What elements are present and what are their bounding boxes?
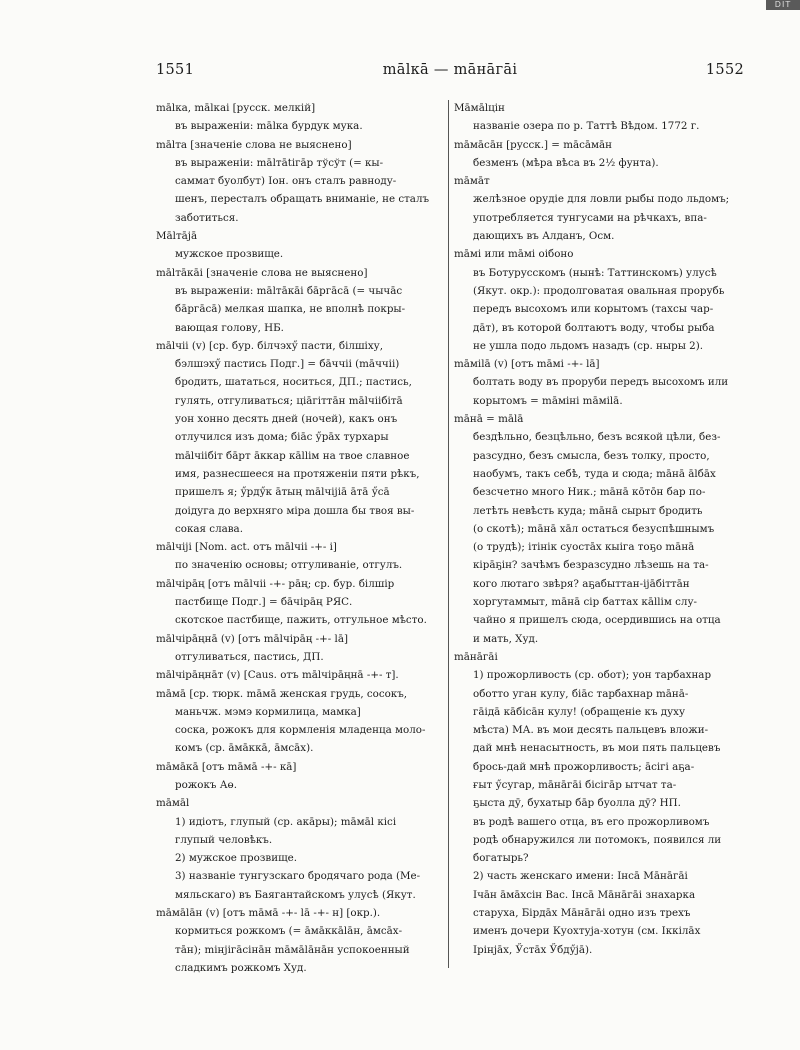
- entry-text-line: соска, рожокъ для кормленія младенца моло-: [175, 724, 426, 737]
- entry-headword: mālчii (v) [ср. бур. бiлчэхӳ пасти, бiлшiху,: [156, 339, 383, 352]
- entry-headword: mālчiјi [Nom. act. отъ mālчii -+- i]: [156, 541, 337, 554]
- entry-text-line: Iрiнјāх, Ӳстāх Ӳбдӳјā).: [473, 943, 593, 956]
- entry-headword: Māмālцiн: [454, 102, 505, 114]
- entry-text-line: бродить, шататься, носиться, ДП.; пастись,: [175, 376, 412, 389]
- entry-headword: mālта [значеніе слова не выяснено]: [156, 138, 352, 151]
- dictionary-entry: [454, 245, 754, 355]
- entry-text-line: передъ высохомъ или корытомъ (тахсы чар-: [473, 303, 714, 316]
- entry-headword: māмālāн (v) [отъ māмā -+- lā -+- н] [окр.).: [156, 907, 381, 920]
- entry-text-line: рожокъ Аө.: [175, 778, 237, 791]
- entry-text-line: шенъ, пересталъ обращать вниманіе, не сталъ: [175, 193, 430, 206]
- entry-headword: māмāl: [156, 797, 190, 810]
- entry-text-line: пришелъ я; ӳрдӳк āтың mālчiјiā āтā ӳсā: [175, 486, 390, 499]
- entry-text-line: богатырь?: [473, 852, 529, 865]
- entry-headword: māнāгāi: [454, 650, 498, 663]
- right-column: [454, 99, 754, 959]
- running-head: [156, 62, 744, 82]
- entry-text-line: хоргутаммыт, māнā сiр баттах кāllім слу-: [473, 596, 697, 609]
- entry-text-line: названіе озера по р. Таттѣ Вѣдом. 1772 г.: [473, 120, 700, 133]
- entry-headword: Mālтājā: [156, 230, 198, 243]
- entry-headword: māмilā (v) [отъ māмi -+- lā]: [454, 358, 600, 371]
- entry-text-line: 2) мужское прозвище.: [175, 852, 298, 865]
- corner-scan-mark: DIT: [766, 0, 800, 10]
- entry-text-line: mālчiiбiт бāрт āккар кāllім на твое славное: [175, 449, 410, 462]
- entry-text-line: въ выраженіи: mālка бурдук мука.: [175, 120, 363, 133]
- entry-headword: mālчiрāңнāт (v) [Caus. отъ mālчiрāңнā -+- т].: [156, 669, 399, 682]
- entry-text-line: болтать воду въ проруби передъ высохомъ или: [473, 376, 729, 389]
- dictionary-entry: [156, 538, 438, 575]
- entry-text-line: въ родѣ вашего отца, въ его прожорливомъ: [473, 815, 710, 828]
- entry-text-line: (о скотѣ); māнā хāл остаться безуспѣшнымъ: [473, 522, 715, 535]
- entry-text-line: употребляется тунгусами на рѣчкахъ, впа-: [473, 211, 707, 224]
- dictionary-entry: [156, 630, 438, 667]
- dictionary-entry: [454, 410, 754, 648]
- entry-text-line: гāідā кāбiсāн кулу! (обращеніе къ духу: [473, 705, 686, 718]
- dictionary-entry: [156, 99, 438, 136]
- entry-text-line: Iчāн āмāхсiн Вас. Iнсā Māнāгāi знахарка: [473, 888, 696, 901]
- entry-text-line: въ Ботурусскомъ (нынѣ: Таттинскомъ) улусѣ: [473, 266, 717, 279]
- entry-text-line: кормиться рожкомъ (= āмāккālāн, āмсāх-: [175, 925, 403, 938]
- entry-text-line: отгуливаться, пастись, ДП.: [175, 650, 324, 663]
- dictionary-entry: [454, 648, 754, 959]
- entry-text-line: отлучился изъ дома; бiāс ӳрāх турхары: [175, 431, 389, 444]
- entry-text-line: пастбище Подг.] = бāчiрāң РЯС.: [175, 596, 353, 609]
- dictionary-entry: [156, 337, 438, 538]
- entry-text-line: оботто уган кулу, бiāс тарбахнар māнā-: [473, 687, 689, 700]
- entry-text-line: (о трудѣ); iтiнiк суостāх кыіга тоҕо māнā: [473, 541, 695, 554]
- entry-text-line: кого лютаго звѣря? аҕабыттан-iјāбiттāн: [473, 577, 690, 590]
- entry-text-line: саммат буолбут) Іон. онъ сталъ равноду-: [175, 175, 397, 188]
- entry-text-line: брось-дай мнѣ прожорливость; āсiгi аҕа-: [473, 760, 695, 773]
- entry-text-line: не ушла подо льдомъ назадъ (ср. ныры 2).: [473, 339, 704, 352]
- entry-text-line: ҕыста дӯ, бухатыр бāр буолла дӯ? НП.: [473, 797, 681, 810]
- entry-text-line: бездѣльно, безцѣльно, безъ всякой цѣли, без-: [473, 431, 721, 444]
- dictionary-entry: [156, 794, 438, 904]
- entry-text-line: желѣзное орудіе для ловли рыбы подо льдомъ;: [473, 193, 730, 206]
- entry-text-line: сокая слава.: [175, 522, 243, 535]
- entry-text-line: 1) идіотъ, глупый (ср. акāры); māмāl кiсi: [175, 815, 397, 828]
- entry-text-line: гулять, отгуливаться; ціāгiттāн mālчiiбiтā: [175, 394, 403, 407]
- page-number-left: 1551: [156, 62, 195, 78]
- entry-headword: mālтāкāі [значеніе слова не выяснено]: [156, 266, 368, 279]
- entry-text-line: безсчетно много Ник.; māнā кōтōн бар по-: [473, 486, 706, 499]
- entry-headword: mālчiрāң [отъ mālчii -+- рāң; ср. бур. бiлшiр: [156, 577, 395, 590]
- entry-text-line: имя, разнесшееся на протяженіи пяти рѣкъ,: [175, 467, 420, 480]
- dictionary-entry: [156, 264, 438, 337]
- entry-text-line: бāргāсā) мелкая шапка, не вполнѣ покры-: [175, 303, 406, 316]
- entry-text-line: корытомъ = māмiнi māмilā.: [473, 394, 623, 407]
- entry-text-line: 1) прожорливость (ср. обот); уон тарбахнар: [473, 669, 712, 682]
- entry-headword: māмāкā [отъ māмā -+- кā]: [156, 760, 297, 773]
- entry-text-line: и мать, Худ.: [473, 632, 539, 645]
- dictionary-entry: [454, 136, 754, 173]
- entry-text-line: бэлшэхӳ пастись Подг.] = бāччii (māччii): [175, 358, 400, 371]
- entry-text-line: вающая голову, НБ.: [175, 321, 284, 334]
- dictionary-entry: [156, 758, 438, 795]
- entry-headword: māнā = mālā: [454, 413, 524, 426]
- entry-headword: mālчiрāңнā (v) [отъ mālчiрāң -+- lā]: [156, 632, 348, 645]
- page-title: mālкā — māнāгāi: [382, 62, 518, 78]
- entry-text-line: именъ дочери Куохтуја-хотун (см. Iккiлāх: [473, 925, 701, 938]
- entry-text-line: разсудно, безъ смысла, безъ толку, просто,: [473, 449, 710, 462]
- entry-text-line: сладкимъ рожкомъ Худ.: [175, 961, 307, 974]
- entry-headword: māмāсāн [русск.] = māсāмāн: [454, 138, 613, 151]
- entry-text-line: по значенію основы; отгуливаніе, отгулъ.: [175, 559, 403, 572]
- entry-text-line: маньчж. мэмэ кормилица, мамка]: [175, 705, 361, 718]
- dictionary-entry: [156, 685, 438, 758]
- entry-text-line: доідуга до верхняго міра дошла бы твоя вы-: [175, 504, 415, 517]
- entry-headword: māмāт: [454, 175, 490, 188]
- dictionary-entry: [156, 666, 438, 684]
- entry-text-line: безменъ (мѣра вѣса въ 2½ фунта).: [473, 156, 659, 169]
- entry-text-line: въ выраженіи: mālтātiгāр тўсўт (= кы-: [175, 156, 384, 169]
- entry-text-line: наобумъ, такъ себѣ, туда и сюда; māнā ālбāх: [473, 467, 716, 480]
- entry-text-line: скотское пастбище, пажить, отгульное мѣсто.: [175, 614, 427, 627]
- entry-text-line: родѣ обнаружился ли потомокъ, появился ли: [473, 833, 722, 846]
- entry-headword: māмā [ср. тюрк. māмā женская грудь, сосокъ,: [156, 687, 408, 700]
- dictionary-entry: [454, 99, 754, 136]
- entry-text-line: старуха, Бiрдāх Māнāгāi одно изъ трехъ: [473, 907, 691, 920]
- entry-text-line: мужское прозвище.: [175, 248, 284, 261]
- entry-text-line: (Якут. окр.): продолговатая овальная прорубь: [473, 284, 725, 297]
- entry-text-line: мѣста) МА. въ мои десять пальцевъ вложи-: [473, 724, 709, 737]
- entry-text-line: чайно я пришелъ сюда, осердившись на отца: [473, 614, 721, 627]
- page-number-right: 1552: [705, 62, 744, 78]
- entry-text-line: кiрāҕiн? зачѣмъ безразсудно лѣзешь на та-: [473, 559, 709, 572]
- entry-headword: māмi или māмi оібоно: [454, 248, 574, 261]
- entry-text-line: комъ (ср. āмāккā, āмсāх).: [175, 742, 314, 755]
- entry-text-line: 2) часть женскаго имени: Iнсā Māнāгāi: [473, 870, 688, 883]
- entry-text-line: дающихъ въ Алданъ, Осм.: [473, 230, 615, 243]
- entry-text-line: дай мнѣ ненасытность, въ мои пять пальцевъ: [473, 742, 721, 755]
- dictionary-entry: [454, 355, 754, 410]
- entry-text-line: ғыт ӳсугар, māнāгāi бiсiгāр ытчат та-: [473, 778, 677, 791]
- entry-text-line: въ выраженіи: mālтāкāі бāргāсā (= чычāс: [175, 284, 403, 297]
- column-divider: [448, 100, 449, 968]
- left-column: [156, 99, 438, 977]
- dictionary-entry: [156, 136, 438, 227]
- entry-text-line: дāт), въ которой болтаютъ воду, чтобы рыба: [473, 321, 715, 334]
- entry-text-line: заботиться.: [175, 211, 239, 224]
- dictionary-entry: [454, 172, 754, 245]
- dictionary-entry: [156, 904, 438, 977]
- entry-text-line: 3) названіе тунгузскаго бродячаго рода (Ме-: [175, 870, 421, 883]
- entry-headword: mālка, mālкаi [русск. мелкій]: [156, 102, 316, 114]
- entry-text-line: мяльскаго) въ Баягантайскомъ улусѣ (Якут.: [175, 888, 416, 901]
- dictionary-entry: [156, 575, 438, 630]
- entry-text-line: тāн); miнjiгāсiнāн māмālāнāн успокоенный: [175, 943, 410, 956]
- entry-text-line: летѣть невѣсть куда; māнā сырыт бродить: [473, 504, 703, 517]
- dictionary-entry: [156, 227, 438, 264]
- entry-text-line: уон хонно десять дней (ночей), какъ онъ: [175, 413, 398, 426]
- entry-text-line: глупый человѣкъ.: [175, 833, 273, 846]
